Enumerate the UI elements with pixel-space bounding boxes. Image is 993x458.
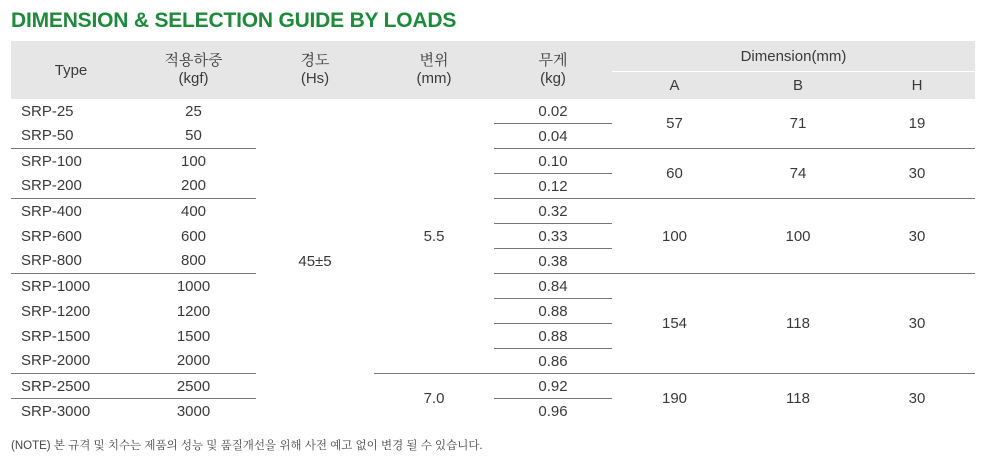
dim-b-cell: 118 <box>737 374 859 424</box>
type-cell: SRP-1000 <box>11 274 131 299</box>
dim-h-cell: 30 <box>859 374 975 424</box>
header-weight: 무게 (kg) <box>494 41 612 99</box>
type-cell: SRP-200 <box>21 177 82 195</box>
header-dim-h: H <box>859 72 975 100</box>
type-cell: SRP-600 <box>21 227 82 245</box>
weight-cell: 0.10 <box>494 149 612 174</box>
table-row <box>11 374 975 399</box>
type-cell: SRP-2000 <box>21 352 91 370</box>
weight-cell: 0.88 <box>494 299 612 324</box>
weight-cell: 0.33 <box>494 224 612 249</box>
type-cell: SRP-25 <box>21 102 74 120</box>
weight-cell: 0.88 <box>494 324 612 349</box>
selection-guide-table <box>11 41 975 423</box>
dim-h-cell: 19 <box>908 115 926 132</box>
load-cell: 600 <box>180 227 207 245</box>
table-row <box>11 99 975 124</box>
dim-b-cell: 74 <box>737 149 859 199</box>
weight-cell: 0.84 <box>494 274 612 299</box>
type-cell: SRP-400 <box>11 199 131 224</box>
hardness-cell: 45±5 <box>298 252 332 270</box>
dim-h-cell: 30 <box>859 274 975 374</box>
type-cell: SRP-100 <box>11 149 131 174</box>
load-cell: 400 <box>131 199 256 224</box>
load-cell: 3000 <box>176 402 211 420</box>
type-cell: SRP-50 <box>21 127 74 145</box>
weight-cell: 0.12 <box>494 174 612 199</box>
type-cell: SRP-3000 <box>21 402 91 420</box>
header-hardness: 경도 (Hs) <box>256 41 374 99</box>
load-cell: 1200 <box>176 302 211 320</box>
type-cell: SRP-1500 <box>21 327 91 345</box>
load-cell: 1500 <box>176 327 211 345</box>
dim-b-cell: 118 <box>737 274 859 374</box>
dim-a-cell: 57 <box>666 115 683 132</box>
dim-a-cell: 100 <box>612 199 737 274</box>
footnote: (NOTE) 본 규격 및 치수는 제품의 성능 및 품질개선을 위해 사전 예고 없이 변경 될 수 있습니다. <box>11 440 483 452</box>
weight-cell: 0.32 <box>494 199 612 224</box>
weight-cell: 0.96 <box>494 399 612 424</box>
dim-a-cell: 154 <box>612 274 737 374</box>
load-cell: 1000 <box>131 274 256 299</box>
weight-cell: 0.86 <box>494 349 612 374</box>
load-cell: 200 <box>180 177 207 195</box>
header-dim-a: A <box>612 72 737 100</box>
load-cell: 25 <box>185 102 202 120</box>
page-title: DIMENSION & SELECTION GUIDE BY LOADS <box>11 9 457 32</box>
displacement-cell: 5.5 <box>423 227 445 245</box>
dim-a-cell: 60 <box>612 149 737 199</box>
dim-b-cell: 100 <box>737 199 859 274</box>
header-load: 적용하중 (kgf) <box>131 41 256 99</box>
weight-cell: 0.04 <box>494 124 612 149</box>
load-cell: 2500 <box>131 374 256 399</box>
dim-a-cell: 190 <box>612 374 737 424</box>
weight-cell: 0.92 <box>494 374 612 399</box>
dim-b-cell: 71 <box>789 115 807 132</box>
dim-h-cell: 30 <box>859 149 975 199</box>
header-dimension: Dimension(mm) <box>612 41 975 72</box>
type-cell: SRP-1200 <box>21 302 91 320</box>
load-cell: 2000 <box>176 352 211 370</box>
load-cell: 100 <box>131 149 256 174</box>
dim-h-cell: 30 <box>859 199 975 274</box>
type-cell: SRP-2500 <box>11 374 131 399</box>
weight-cell: 0.38 <box>494 249 612 274</box>
load-cell: 800 <box>180 252 207 270</box>
header-dim-b: B <box>737 72 859 100</box>
load-cell: 50 <box>185 127 202 145</box>
displacement-cell: 7.0 <box>374 374 494 424</box>
header-displacement: 변위 (mm) <box>374 41 494 99</box>
type-cell: SRP-800 <box>21 252 82 270</box>
weight-cell: 0.02 <box>538 102 568 120</box>
header-type: Type <box>11 41 131 99</box>
